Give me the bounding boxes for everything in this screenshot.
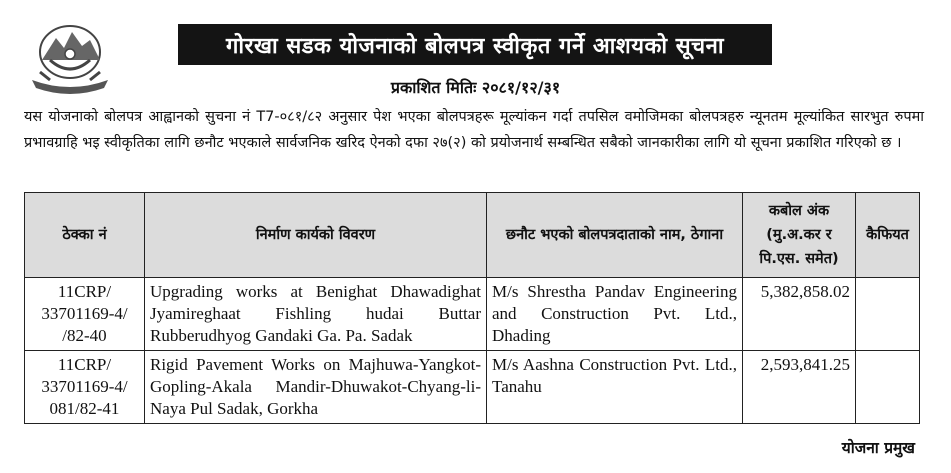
award-table (24, 192, 920, 424)
description-cell: Upgrading works at Benighat Dhawadighat Jyamireghaat Fishling hudai Buttar Rubberudhyog Gandaki Ga. Pa. Sadak (145, 278, 487, 351)
amount-cell: 5,382,858.02 (743, 278, 856, 351)
remarks-cell (856, 351, 920, 424)
signatory-title: योजना प्रमुख (841, 439, 915, 457)
table-row (25, 351, 920, 424)
amount-cell: 2,593,841.25 (743, 351, 856, 424)
notice-title: गोरखा सडक योजनाको बोलपत्र स्वीकृत गर्ने आशयको सूचना (178, 24, 772, 65)
contract-no-cell: 11CRP/ 33701169-4/ /82-40 (25, 278, 145, 351)
bidder-cell: M/s Shrestha Pandav Engineering and Construction Pvt. Ltd., Dhading (487, 278, 743, 351)
table-header-row (25, 193, 920, 278)
table-row (25, 278, 920, 351)
contract-no-cell: 11CRP/ 33701169-4/ 081/82-41 (25, 351, 145, 424)
header-amount: कबोल अंक (मु.अ.कर र पि.एस. समेत) (743, 193, 856, 278)
header-description: निर्माण कार्यको विवरण (145, 193, 487, 278)
description-cell: Rigid Pavement Works on Majhuwa-Yangkot-Gopling-Akala Mandir-Dhuwakot-Chyang-li- Naya Pul Sadak, Gorkha (145, 351, 487, 424)
notice-body-text: यस योजनाको बोलपत्र आह्वानको सुचना नं T7-०८१/८२ अनुसार पेश भएका बोलपत्रहरू मूल्यांकन गर्दा तपसिल वमोजिमका बोलपत्रहरु न्यूनतम मूल्यांकित सारभुत रुपमा प्रभावग्राहि भइ स्वीकृतिका लागि छनौट भएकाले सार्वजनिक खरिद ऐनको दफा २७(२) को प्रयोजनार्थ सम्बन्धित सबैको जानकारीका लागि यो सूचना प्रकाशित गरिएको छ । (24, 109, 924, 151)
remarks-cell (856, 278, 920, 351)
header-contract-no: ठेक्का नं (25, 193, 145, 278)
published-date: प्रकाशित मितिः २०८१/१२/३१ (390, 78, 561, 97)
bidder-cell: M/s Aashna Construction Pvt. Ltd., Tanahu (487, 351, 743, 424)
header-remarks: कैफियत (856, 193, 920, 278)
header-bidder: छनौट भएको बोलपत्रदाताको नाम, ठेगाना (487, 193, 743, 278)
